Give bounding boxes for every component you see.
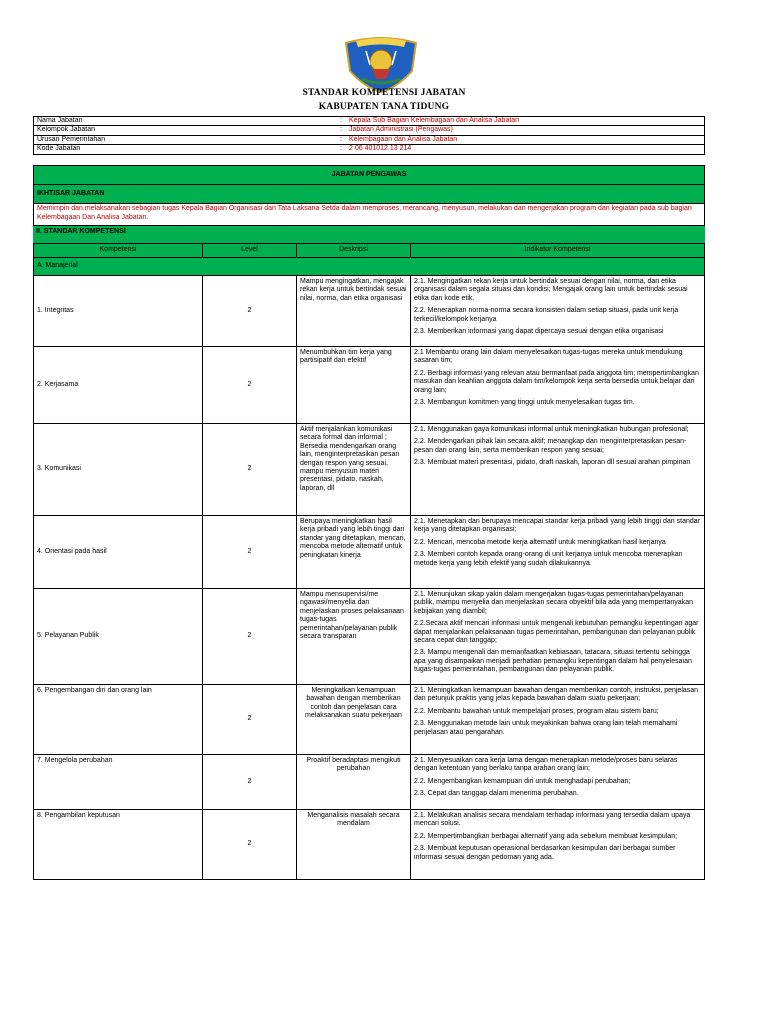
competency-indicators	[411, 685, 705, 755]
indicator-item: 2.2. Mempertimbangkan berbagai alternatif yang ada sebelum membuat kesimpulan;	[414, 832, 678, 840]
competency-name: 2. Kerjasama	[34, 347, 203, 424]
table-row	[34, 589, 705, 685]
info-label: Kelompok Jabatan	[34, 126, 341, 135]
indicator-item: 2.3. Memberi contoh kepada orang-orang di unit kerjanya untuk mencoba menerapkan metode kerja yang lebih efektif yang sudah dilakukannya.	[414, 551, 683, 567]
competency-indicators	[411, 424, 705, 516]
competency-level: 2	[203, 685, 297, 755]
table-row	[34, 755, 705, 810]
column-header: Level	[203, 244, 297, 258]
competency-description: Menumbuhkan tim kerja yang partisipatif dan efektif	[297, 347, 411, 424]
competency-level: 2	[203, 276, 297, 347]
indicator-item: 2.1. Menyesuaikan cara kerja lama dengan menerapkan metode/proses baru selaras dengan ketentuan yang berlaku tanpa arahan orang lain;	[414, 757, 678, 773]
competency-description: Mampu mensupervisi/me ngawasi/menyelia dan menjelaskan proses pelaksanaan tugas-tugas pemerintahan/pelayanan publik secara transparan	[297, 589, 411, 685]
competency-name: 3. Komunikasi	[34, 424, 203, 516]
section-label: A. Manajerial	[34, 258, 705, 276]
competency-description: Aktif menjalankan komunikasi secara formal dan informal ; Bersedia mendengarkan orang lain, menginterpretasikan pesan dengan respon yang sesuai, mampu menyusun materi presentasi, pidato, naskah, laporan, dll	[297, 424, 411, 516]
info-value: Jabatan Administrasi (Pengawas)	[348, 126, 705, 135]
info-row-kode	[34, 145, 705, 154]
indicator-item: 2.1. Menggunakan gaya komunikasi informal untuk meningkatkan hubungan profesional;	[414, 426, 689, 433]
info-row-nama	[34, 117, 705, 126]
indicator-item: 2.1. Mengingatkan rekan kerja untuk bertindak sesuai dengan nilai, norma, dan etika organisasi dalam segala situasi dan kondisi; Mengajak orang lain untuk bertindak sesuai etika dan kode etik.	[414, 278, 688, 302]
competency-indicators	[411, 755, 705, 810]
competency-level: 2	[203, 347, 297, 424]
indicator-item: 2.3. Mampu mengenali dan memanfaatkan kebiasaan, tatacara, situasi tertentu sehingga apa yang disampaikan menjadi perhatian pemangku kepentingan dalam hal penyelesaian tugas-tugas pemerintahan, pembangunan dan pelayanan publik.	[414, 649, 692, 674]
column-header: Deskripsi	[297, 244, 411, 258]
indicator-item: 2.3. Membuat keputusan operasional berdasarkan kesimpulan dari berbagai sumber informasi sesuai dengan pedoman yang ada.	[414, 845, 676, 861]
competency-name: 8. Pengambilan keputusan	[34, 810, 203, 880]
table-row	[34, 516, 705, 589]
indicator-item: 2.2. Mencari, mencoba metode kerja alternatif untuk meningkatkan hasil kerjanya	[414, 538, 666, 546]
info-separator: :	[340, 126, 348, 135]
info-separator: :	[340, 117, 348, 126]
competency-level: 2	[203, 755, 297, 810]
column-header: Indikator Kompetensi	[411, 244, 705, 258]
column-header: Kompetensi	[34, 244, 203, 258]
info-value: Kelembagaan dan Analisa Jabatan	[348, 135, 705, 144]
competency-indicators	[411, 516, 705, 589]
indicator-item: 2.1. Menetapkan dan berupaya mencapai standar kerja pribadi yang lebih tinggi dari standar kerja yang ditetapkan organisasi;	[414, 518, 701, 534]
table-row	[34, 685, 705, 755]
standar-kompetensi-heading: II. STANDAR KOMPETENSI	[33, 226, 705, 243]
info-value: Kepala Sub Bagian Kelembagaan dan Analisa Jabatan	[348, 117, 705, 126]
indicator-item: 2.2. Membantu bawahan untuk mempelajari proses, program atau sistem baru;	[414, 707, 659, 715]
info-label: Urusan Pemerintahan	[34, 135, 341, 144]
indicator-item: 2.3. Membangun komitmen yang tinggi untuk menyelesaikan tugas tim.	[414, 399, 635, 407]
table-row	[34, 810, 705, 880]
indicator-item: 2.2.Secara aktif mencari informasi untuk mengenali kebutuhan pemangku kepentingan agar dapat menjalankan pelaksanaan tugas pemerintahan, pembangunan dan pelayanan publik secara cepat dan tanggap;	[414, 620, 699, 645]
competency-description: Berupaya meningkatkan hasil kerja pribadi yang lebih tinggi dari standar yang ditetapkan, mencari, mencoba metode alternatif untuk peningkatan kinerja	[297, 516, 411, 589]
indicator-item: 2.3. Menggunakan metode lain untuk meyakinkan bahwa orang lain telah memahami penjelasan atau pengarahan.	[414, 720, 678, 736]
competency-name: 7. Mengelola perubahan	[34, 755, 203, 810]
competency-description: Menganalisis masalah secara mendalam	[297, 810, 411, 880]
competency-name: 1. Integritas	[34, 276, 203, 347]
competency-indicators	[411, 589, 705, 685]
table-row	[34, 347, 705, 424]
info-separator: :	[340, 145, 348, 154]
jabatan-pengawas-banner: JABATAN PENGAWAS	[33, 165, 705, 185]
regency-coat-of-arms-icon	[342, 35, 420, 93]
competency-level: 2	[203, 516, 297, 589]
indicator-item: 2.2. Menerapkan norma-norma secara konsisten dalam setiap situasi, pada unit kerja terkecil/kelompok kerjanya	[414, 307, 679, 323]
indicator-item: 2.1. Melakukan analisis secara mendalam terhadap informasi yang tersedia dalam upaya mencari solusi.	[414, 812, 691, 828]
competency-name: 5. Pelayanan Publik	[34, 589, 203, 685]
competency-level: 2	[203, 424, 297, 516]
indicator-item: 2.1. Menunjukan sikap yakin dalam mengerjakan tugas-tugas pemerintahan/pelayanan publik, mampu menyelia dan menjelaskan secara obyektif bila ada yang mempertanyakan kebijakan yang diambil;	[414, 591, 693, 615]
competency-level: 2	[203, 810, 297, 880]
info-label: Nama Jabatan	[34, 117, 341, 126]
ikhtisar-heading: IKHTISAR JABATAN	[33, 185, 705, 204]
competency-indicators	[411, 276, 705, 347]
competency-indicators	[411, 810, 705, 880]
indicator-item: 2.3. Cepat dan tanggap dalam menerima perubahan.	[414, 790, 579, 798]
info-value: 2 06 401012.13 214	[348, 145, 705, 154]
table-header-row	[34, 244, 705, 258]
competency-description: Meningkatkan kemampuan bawahan dengan memberikan contoh dan penjelasan cara melaksanakan suatu pekerjaan	[297, 685, 411, 755]
document-title: STANDAR KOMPETENSI JABATAN	[302, 88, 466, 98]
indicator-item: 2.1. Meningkatkan kemampuan bawahan dengan memberikan contoh, instruksi, penjelasan dan petunjuk praktis yang jelas kepada bawahan dalam suatu pekerjaan;	[414, 687, 699, 703]
indicator-item: 2.2. Berbagi informasi yang relevan atau bermanfaat pada anggota tim; mempertimbangkan masukan dan keahlian anggota dalam tim/kelompok kerja serta bersedia untuk belajar dari orang lain;	[414, 369, 699, 394]
indicator-item: 2.3. Memberikan informasi yang dapat dipercaya sesuai dengan etika organisasi	[414, 328, 664, 336]
indicator-item: 2.3. Membuat materi presentasi, pidato, draft naskah, laporan dll sesuai arahan pimpinan	[414, 459, 691, 467]
competency-level: 2	[203, 589, 297, 685]
competency-description: Proaktif beradaptasi mengikuti perubahan	[297, 755, 411, 810]
indicator-item: 2.1 Membantu orang lain dalam menyelesaikan tugas-tugas mereka untuk mendukung sasaran tim;	[414, 349, 683, 365]
competency-table	[33, 243, 705, 880]
info-label: Kode Jabatan	[34, 145, 341, 154]
competency-name: 4. Orientasi pada hasil	[34, 516, 203, 589]
info-separator: :	[340, 135, 348, 144]
ikhtisar-description: Memimpin dan melaksanakan sebagian tugas Kepala Bagian Organisasi dan Tata Laksana Setda dalam memproses, merancang, menyusun, melakukan dan mengerjakan program dan kegiatan pada sub bagian Kelembagaan Dan Analisa Jabatan.	[33, 204, 705, 226]
job-info-table	[33, 116, 705, 155]
competency-indicators	[411, 347, 705, 424]
section-row	[34, 258, 705, 276]
indicator-item: 2.2. Mengembangkan kemampuan diri untuk menghadapi perubahan;	[414, 777, 631, 785]
table-row	[34, 276, 705, 347]
table-row	[34, 424, 705, 516]
info-row-kelompok	[34, 126, 705, 135]
info-row-urusan	[34, 135, 705, 144]
competency-description: Mampu mengingatkan, mengajak rekan kerja untuk bertindak sesuai nilai, norma, dan etika organisasi	[297, 276, 411, 347]
indicator-item: 2.2. Mendengarkan pihak lain secara aktif; menangkap dan menginterpretasikan pesan-pesan dari orang lain, serta memberikan respon yang sesuai;	[414, 438, 687, 454]
document-subtitle: KABUPATEN TANA TIDUNG	[318, 102, 450, 112]
competency-name: 6. Pengembangan diri dan orang lain	[34, 685, 203, 755]
